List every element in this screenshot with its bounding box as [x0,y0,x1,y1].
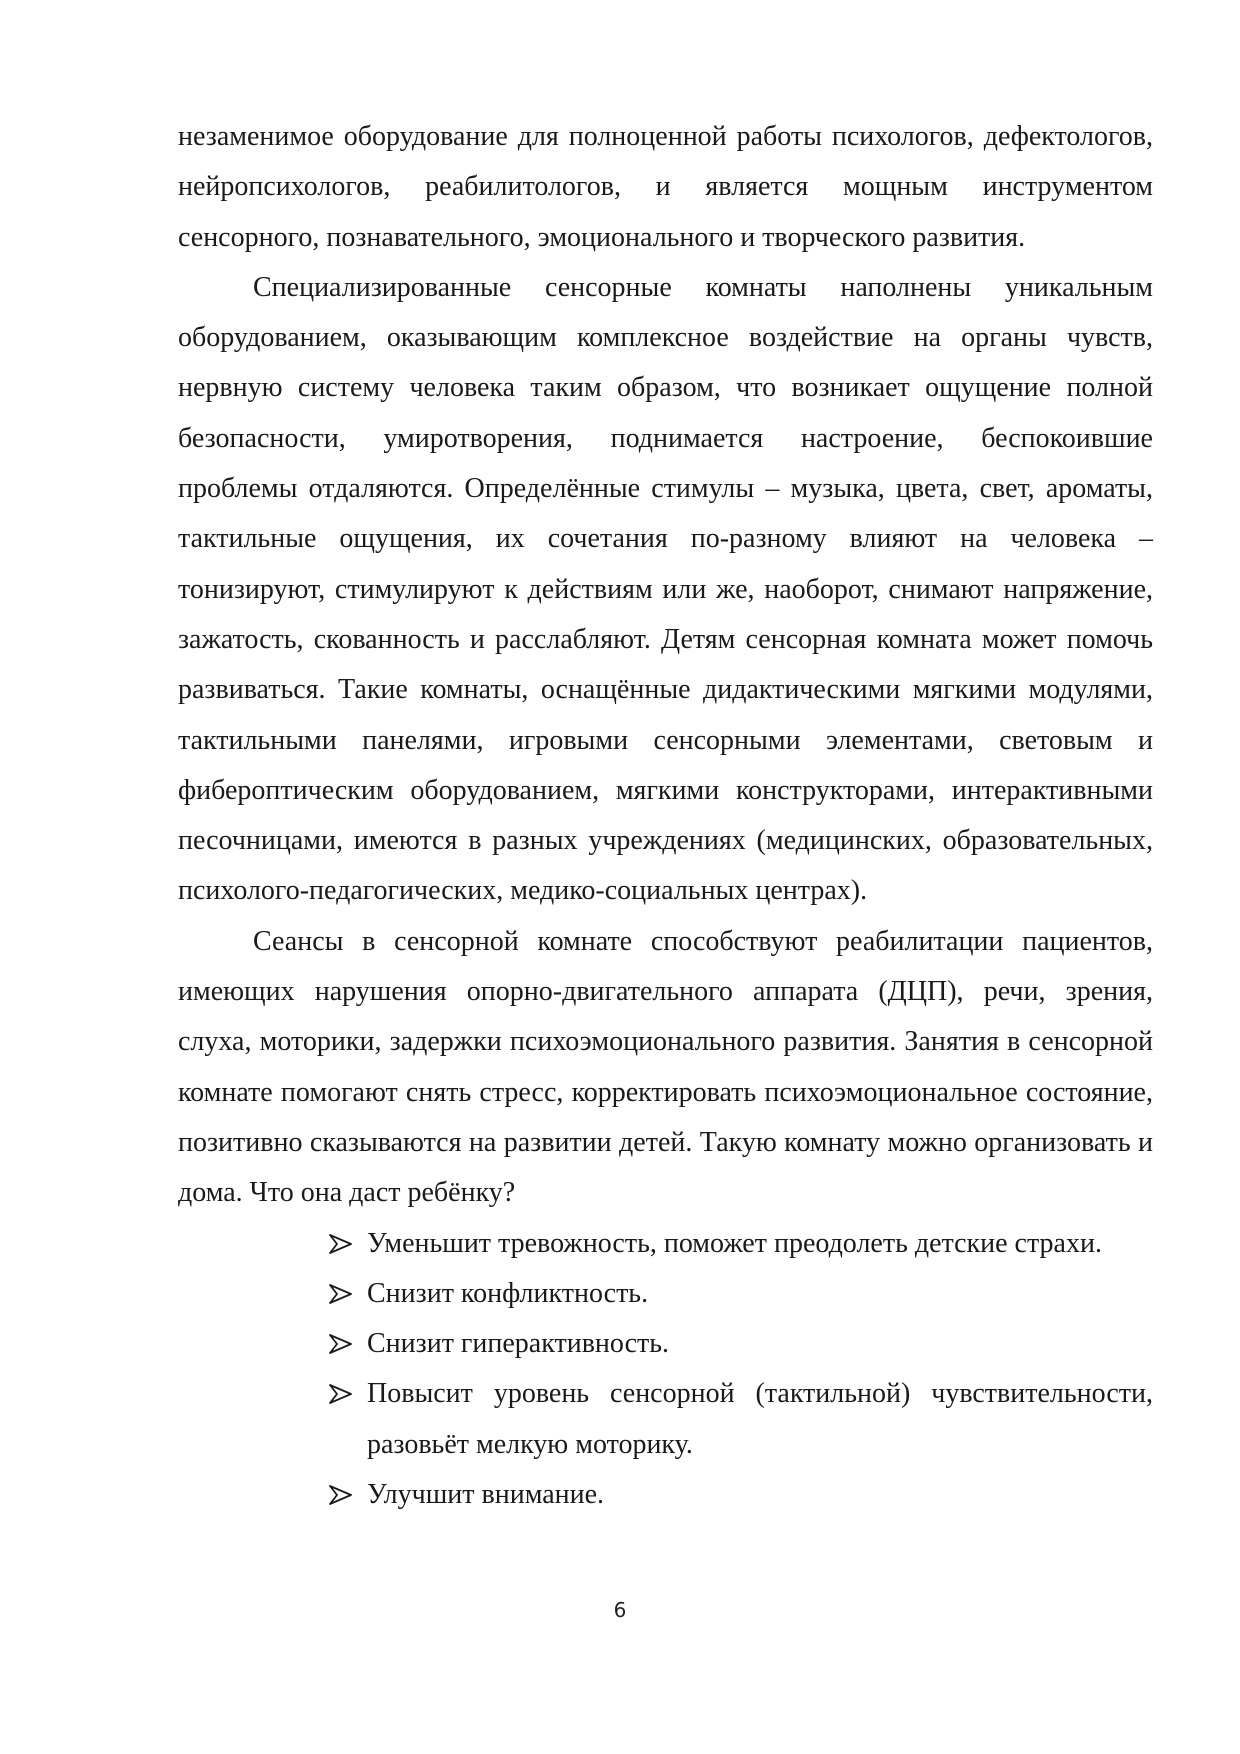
paragraph-sensory-rooms: Специализированные сенсорные комнаты наполнены уникальным оборудованием, оказывающим комплексное воздействие на органы чувств, нервную систему человека таким образом, что возникает ощущение полной безопасности, умиротворения, поднимается настроение, беспокоившие проблемы отдаляются. Определённые стимулы – музыка, цвета, свет, ароматы, тактильные ощущения, их сочетания по-разному влияют на человека – тонизируют, стимулируют к действиям или же, наоборот, снимают напряжение, зажатость, скованность и расслабляют. Детям сенсорная комната может помочь развиваться. Такие комнаты, оснащённые дидактическими мягкими модулями, тактильными панелями, игровыми сенсорными элементами, световым и фибероптическим оборудованием, мягкими конструкторами, интерактивными песочницами, имеются в разных учреждениях (медицинских, образовательных, психолого-педагогических, медико-социальных центрах). [178,271,1153,907]
list-item [328,1319,1153,1369]
paragraph-continuation: незаменимое оборудование для полноценной работы психологов, дефектологов, нейропсихологов, реабилитологов, и является мощным инструментом сенсорного, познавательного, эмоционального и творческого развития. [178,121,1153,253]
list-item-text: Уменьшит тревожность, поможет преодолеть детские страхи. [367,1227,1102,1259]
page-body [178,112,1153,1520]
arrowhead-bullet-icon [328,1334,352,1354]
list-item-text: Повысит уровень сенсорной (тактильной) чувствительности, разовьёт мелкую моторику. [367,1378,1153,1460]
list-item [328,1369,1153,1470]
list-item [328,1269,1153,1319]
list-item-text: Снизит гиперактивность. [367,1328,670,1360]
list-item-text: Снизит конфликтность. [367,1277,649,1309]
arrowhead-bullet-icon [328,1234,352,1254]
list-item [328,1470,1153,1520]
arrowhead-bullet-icon [328,1384,352,1404]
list-item-text: Улучшит внимание. [367,1479,605,1511]
arrowhead-bullet-icon [328,1284,352,1304]
benefits-list [178,1219,1153,1521]
list-item [328,1219,1153,1269]
arrowhead-bullet-icon [328,1485,352,1505]
paragraph-sessions: Сеансы в сенсорной комнате способствуют реабилитации пациентов, имеющих нарушения опорно-двигательного аппарата (ДЦП), речи, зрения, слуха, моторики, задержки психоэмоционального развития. Занятия в сенсорной комнате помогают снять стресс, корректировать психоэмоциональное состояние, позитивно сказываются на развитии детей. Такую комнату можно организовать и дома. Что она даст ребёнку? [178,925,1153,1209]
page-number: 6 [613,1598,627,1622]
